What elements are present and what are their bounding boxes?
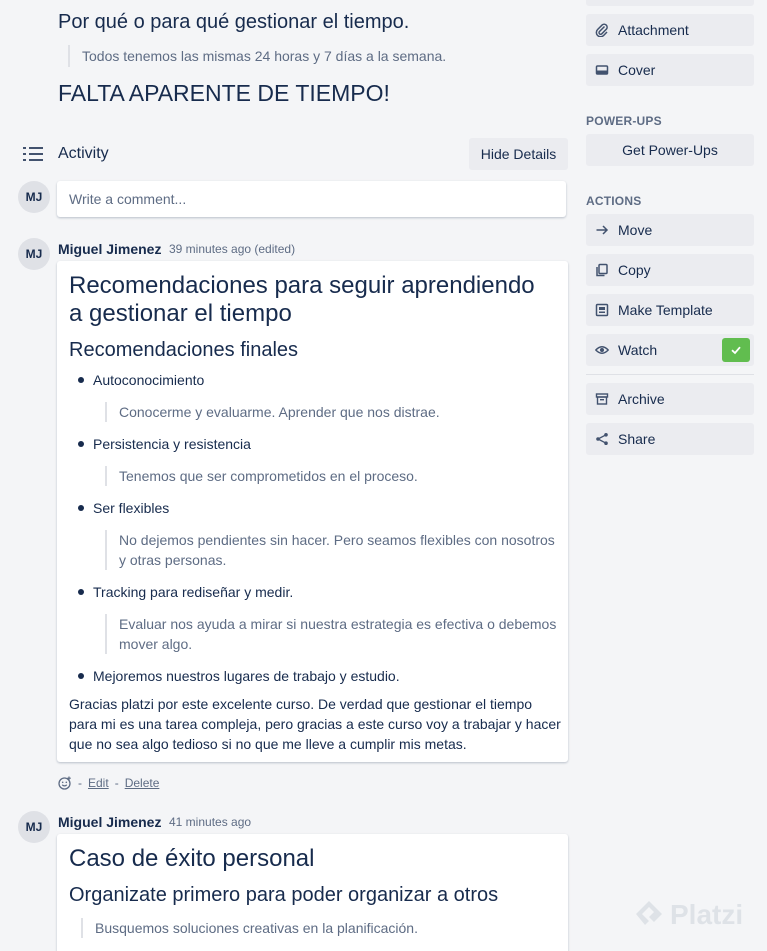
paragraph-line: que no sea algo tedioso si no que me lleve a cumplir mis metas. [69,736,467,752]
quote-line: No dejemos pendientes sin hacer. Pero seamos flexibles con nosotros [119,532,555,548]
list-bullet [78,673,84,679]
sidebar-divider [586,374,754,375]
comment-subtitle: Organizate primero para poder organizar a otros [69,884,499,906]
activity-title: Activity [58,145,109,162]
platzi-logo-icon [634,899,664,931]
move-label: Move [618,222,653,238]
description-quote: Todos tenemos las mismas 24 horas y 7 días a la semana. [68,45,446,67]
copy-label: Copy [618,262,651,278]
list-item: Tracking para rediseñar y medir. [93,584,294,600]
archive-label: Archive [618,391,665,407]
comment-timestamp[interactable]: 41 minutes ago [169,815,252,829]
paragraph-line: para mi es una tarea compleja, pero gracias a este curso voy a trabajar y hacer [69,716,561,732]
copy-icon [595,263,609,277]
list-item: Autoconocimiento [93,372,205,388]
comment-author[interactable]: Miguel Jimenez [58,814,162,830]
archive-button[interactable] [586,383,754,415]
list-item-quote: Tenemos que ser comprometidos en el proceso. [105,466,418,486]
list-bullet [78,505,84,511]
comment-title: Caso de éxito personal [69,845,315,872]
list-item: Mejoremos nuestros lugares de trabajo y estudio. [93,668,400,684]
eye-icon [595,343,609,357]
cover-label: Cover [618,62,656,78]
separator: - [78,776,82,790]
comment-title-line-1: Recomendaciones para seguir aprendiendo [69,272,535,299]
platzi-watermark [634,899,743,931]
watch-button[interactable] [586,334,754,366]
comment-avatar[interactable]: MJ [18,238,50,270]
description-heading-2: FALTA APARENTE DE TIEMPO! [58,80,390,106]
cover-icon [595,63,609,77]
list-bullet [78,589,84,595]
paragraph-line: Gracias platzi por este excelente curso. De verdad que gestionar el tiempo [69,696,533,712]
comment-timestamp[interactable]: 39 minutes ago (edited) [169,242,296,256]
archive-icon [595,392,609,406]
powerups-header: POWER-UPS [586,114,662,128]
cover-button[interactable] [586,54,754,86]
make-template-label: Make Template [618,302,713,318]
list-item-quote [105,614,556,654]
add-reaction-icon[interactable] [58,776,72,790]
move-button[interactable] [586,214,754,246]
delete-comment-link[interactable]: Delete [124,776,160,790]
comment-input[interactable]: Write a comment... [57,181,566,217]
share-button[interactable] [586,423,754,455]
comment-body [57,261,568,762]
list-item: Persistencia y resistencia [93,436,251,452]
avatar[interactable]: MJ [18,181,50,213]
list-bullet [78,377,84,383]
make-template-button[interactable] [586,294,754,326]
comment-actions [58,776,159,790]
list-item: Ser flexibles [93,500,170,516]
sidebar-button-partial[interactable] [586,0,754,6]
description-heading: Por qué o para qué gestionar el tiempo. [58,11,410,33]
list-bullet [78,441,84,447]
attachment-label: Attachment [618,22,689,38]
share-icon [595,432,609,446]
edit-comment-link[interactable]: Edit [88,776,109,790]
attachment-button[interactable] [586,14,754,46]
quote-line: Evaluar nos ayuda a mirar si nuestra estrategia es efectiva o debemos [119,616,557,632]
template-icon [595,303,609,317]
share-label: Share [618,431,656,447]
separator: - [114,776,119,790]
actions-header: ACTIONS [586,194,642,208]
comment-author[interactable]: Miguel Jimenez [58,241,162,257]
arrow-right-icon [595,223,609,237]
comment-avatar[interactable]: MJ [18,811,50,843]
watch-checkmark [722,338,750,362]
quote-line: y otras personas. [119,552,227,568]
comment-body [57,834,568,951]
comment-subtitle: Recomendaciones finales [69,339,299,361]
copy-button[interactable] [586,254,754,286]
comment-quote: Busquemos soluciones creativas en la planificación. [81,918,418,938]
comment-title-line-2: a gestionar el tiempo [69,300,292,327]
paperclip-icon [595,23,609,37]
activity-list-icon [22,145,44,163]
comment-paragraph [69,694,561,754]
check-icon [730,344,742,356]
quote-line: mover algo. [119,636,193,652]
hide-details-button[interactable]: Hide Details [469,138,568,170]
list-item-quote: Conocerme y evaluarme. Aprender que nos distrae. [105,402,440,422]
watch-label: Watch [618,342,658,358]
watermark-text: Platzi [670,899,744,930]
list-item-quote [105,530,555,570]
get-powerups-button[interactable]: Get Power-Ups [586,134,754,166]
